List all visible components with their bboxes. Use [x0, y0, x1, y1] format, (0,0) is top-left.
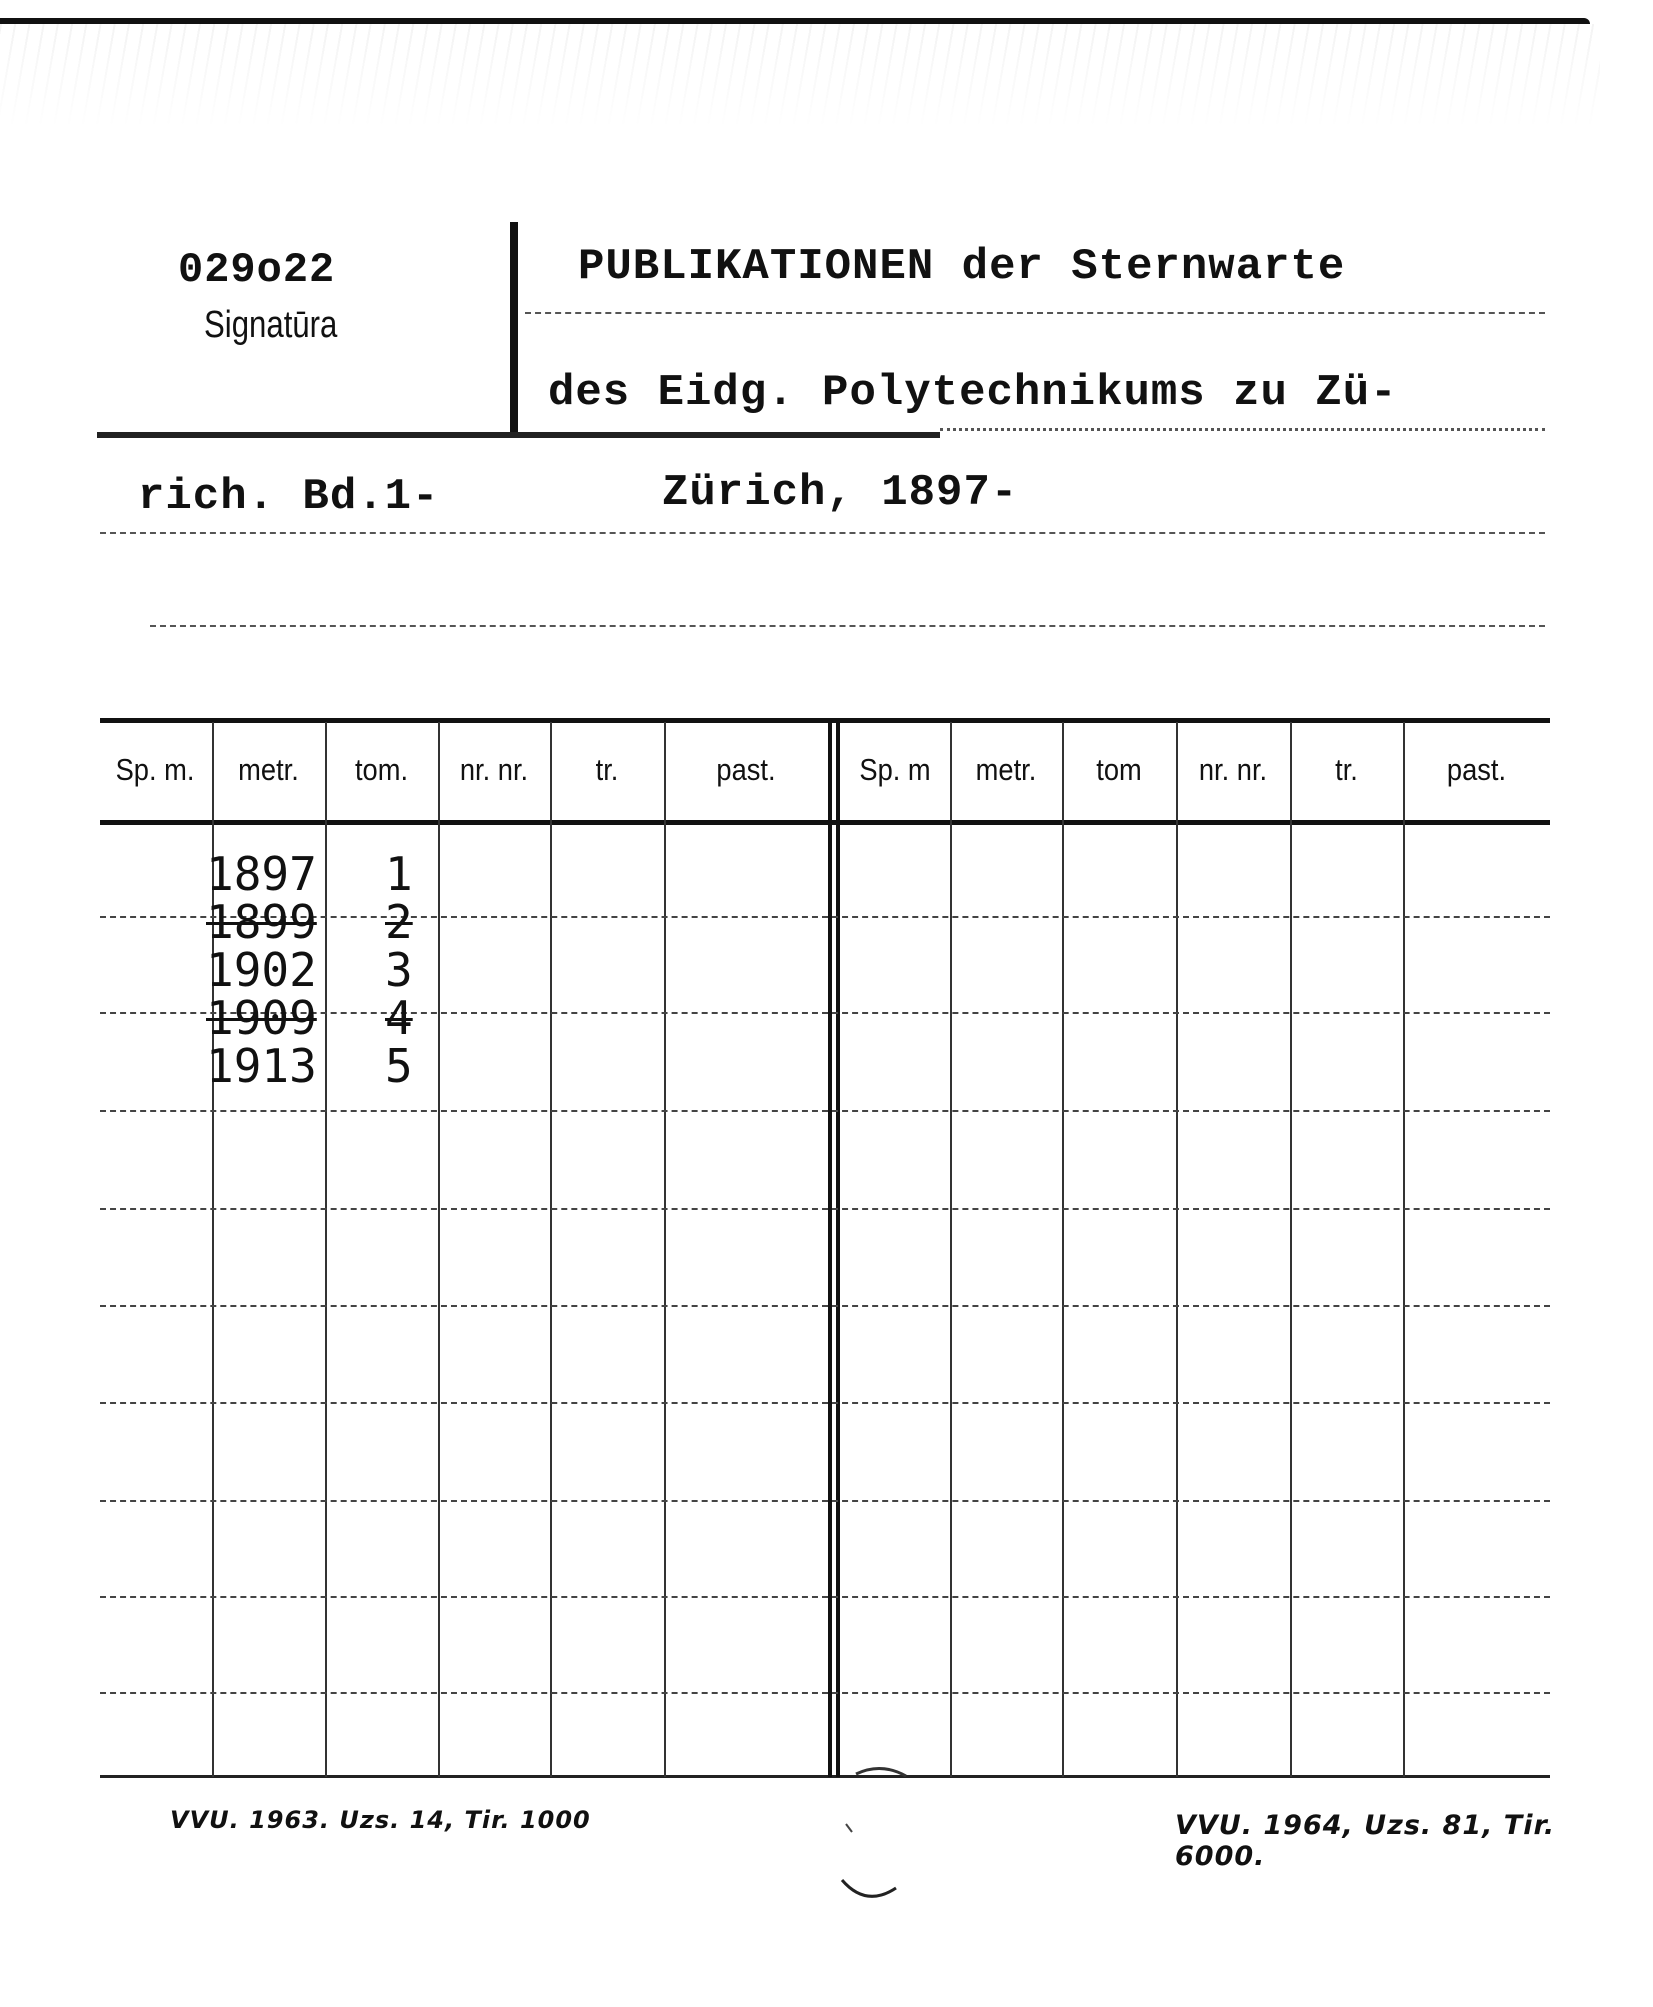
entry-volume: 1: [385, 847, 413, 901]
column-divider: [325, 722, 327, 1777]
column-double-divider: [836, 722, 840, 1777]
header-rule-dotted: [940, 428, 1545, 431]
column-divider: [664, 722, 666, 1777]
blank-rule: [150, 625, 1545, 627]
column-double-divider: [828, 722, 832, 1777]
row-divider: [100, 1305, 1550, 1307]
row-divider: [100, 916, 1550, 918]
header-divider: [510, 222, 518, 438]
header-past: past.: [1446, 752, 1507, 787]
entry-year: 1909: [206, 991, 317, 1045]
entry-volume: 4: [385, 991, 413, 1045]
header-nr-nr: nr. nr.: [1198, 752, 1268, 787]
header-sp-m: Sp. m: [859, 752, 931, 787]
header-sp-m: Sp. m.: [115, 752, 195, 787]
print-note-right: VVU. 1964, Uzs. 81, Tir. 6000.: [1175, 1810, 1556, 1872]
title-line-2: des Eidg. Polytechnikums zu Zü-: [548, 368, 1398, 418]
table-bottom-rule: [100, 1775, 1550, 1778]
row-divider: [100, 1692, 1550, 1694]
signature-number: 029o22: [178, 246, 336, 294]
title-rule-3: [100, 532, 1545, 534]
entry-year: 1899: [206, 895, 317, 949]
entry-volume: 3: [385, 943, 413, 997]
header-nr-nr: nr. nr.: [459, 752, 529, 787]
row-divider: [100, 1012, 1550, 1014]
print-note-left: VVU. 1963. Uzs. 14, Tir. 1000: [170, 1806, 591, 1834]
column-divider: [1176, 722, 1178, 1777]
entry-year: 1897: [206, 847, 317, 901]
entry-volume: 2: [385, 895, 413, 949]
title-rule-1: [525, 312, 1545, 314]
row-divider: [100, 1208, 1550, 1210]
table-header-rule: [100, 820, 1550, 825]
punch-hole-mark: [836, 1762, 926, 1912]
title-line-3: rich. Bd.1-: [138, 472, 440, 522]
column-divider: [550, 722, 552, 1777]
row-divider: [100, 1110, 1550, 1112]
header-metr: metr.: [238, 752, 299, 787]
row-divider: [100, 1402, 1550, 1404]
row-divider: [100, 1500, 1550, 1502]
header-tr: tr.: [595, 752, 619, 787]
header-tr: tr.: [1335, 752, 1358, 787]
header-rule: [97, 432, 940, 438]
title-line-1: PUBLIKATIONEN der Sternwarte: [578, 242, 1346, 292]
header-metr: metr.: [975, 752, 1037, 787]
imprint: Zürich, 1897-: [662, 468, 1019, 518]
entry-year: 1913: [206, 1039, 317, 1093]
header-past: past.: [716, 752, 776, 787]
entry-year: 1902: [206, 943, 317, 997]
row-divider: [100, 1596, 1550, 1598]
scan-noise: [0, 24, 1600, 134]
column-divider: [1062, 722, 1064, 1777]
header-tom: tom.: [354, 752, 409, 787]
entry-volume: 5: [385, 1039, 413, 1093]
column-divider: [1403, 722, 1405, 1777]
table-top-rule: [100, 718, 1550, 723]
column-divider: [950, 722, 952, 1777]
header-tom: tom: [1096, 752, 1142, 787]
signature-label: Signatūra: [204, 304, 338, 346]
column-divider: [438, 722, 440, 1777]
column-divider: [1290, 722, 1292, 1777]
